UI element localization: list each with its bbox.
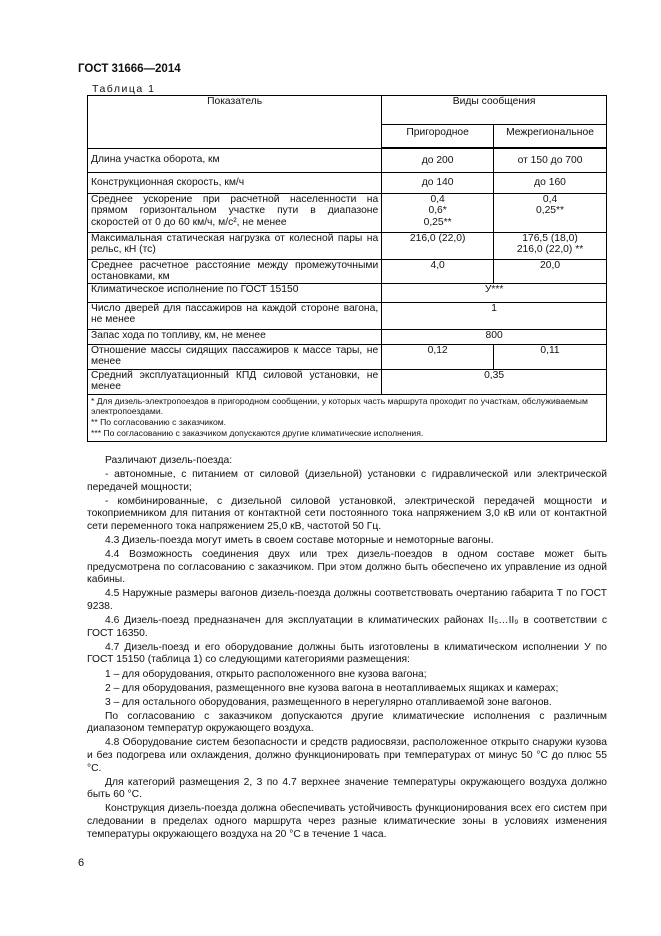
table-notes (88, 394, 607, 441)
row-value-interregional: 0,4 0,25** (494, 193, 607, 232)
paragraph: - автономные, с питанием от силовой (дизельной) установки с гидравлической или электрической передачей мощности; (87, 469, 607, 493)
page-number: 6 (78, 857, 85, 869)
row-value-interregional: от 150 до 700 (494, 148, 607, 172)
document-header: ГОСТ 31666—2014 (78, 63, 181, 75)
table-row (88, 283, 607, 302)
note-1: * Для дизель-электропоездов в пригородном сообщении, у которых часть маршрута проходит по участкам, обслуживаемым электропоездами. (91, 395, 588, 417)
paragraph: 3 – для остального оборудования, размещенного в нерегулярно отапливаемой зоне вагонов. (105, 696, 552, 708)
table-row (88, 329, 607, 344)
row-value-suburban: 0,4 0,6* 0,25** (382, 193, 494, 232)
row-value-suburban: 216,0 (22,0) (382, 232, 494, 259)
header-message-types: Виды сообщения (382, 96, 607, 125)
table-row (88, 344, 607, 369)
note-2: ** По согласованию с заказчиком. (91, 417, 227, 428)
table-row (88, 232, 607, 259)
paragraph: По согласованию с заказчиком допускаются другие климатические исполнения с различным диапазоном температур окружающего воздуха. (87, 710, 607, 735)
row-value-suburban: до 140 (382, 172, 494, 193)
table-row (88, 259, 607, 283)
paragraph: 2 – для оборудования, размещенного вне кузова вагона в неотапливаемых ящиках и камерах; (105, 682, 559, 694)
table-row (88, 148, 607, 172)
paragraph: Конструкция дизель-поезда должна обеспечивать устойчивость функционирования всех его систем при следовании в пределах одного маршрута через разные климатические зоны в условиях изменения температуры окружающего воздуха на 20 °С в течение 1 часа. (87, 803, 607, 840)
paragraph: 4.8 Оборудование систем безопасности и средств радиосвязи, расположенное открыто снаружи кузова и без подогрева или охлаждения, должно функционировать при температурах от минус 50 °С до плюс 55 °С. (87, 737, 607, 774)
row-value-suburban: до 200 (382, 148, 494, 172)
row-value-merged: 0,35 (382, 369, 607, 394)
table-row (88, 369, 607, 394)
header-interregional: Межрегиональное (494, 125, 607, 149)
paragraph: - комбинированные, с дизельной силовой установкой, электрической передачей мощности и токоприемником для питания от контактной сети постоянного тока напряжением 3,0 кВ или от контактной сети переменного тока напряжением 25,0 кВ, частотой 50 Гц. (87, 495, 607, 532)
row-label: Число дверей для пассажиров на каждой стороне вагона, не менее (88, 302, 382, 329)
paragraph: Для категорий размещения 2, 3 по 4.7 верхнее значение температуры окружающего воздуха должно быть 60 °С. (87, 776, 607, 801)
row-value-merged: 1 (382, 302, 607, 329)
data-table (87, 95, 607, 442)
row-value-interregional: 176,5 (18,0) 216,0 (22,0) ** (494, 232, 607, 259)
table-caption: Таблица 1 (92, 83, 156, 95)
table-row (88, 302, 607, 329)
row-value-interregional: до 160 (494, 172, 607, 193)
paragraph: Различают дизель-поезда: (105, 455, 233, 466)
table-row (88, 193, 607, 232)
row-value-merged: 800 (382, 329, 607, 344)
paragraph: 4.6 Дизель-поезд предназначен для эксплуатации в климатических районах II₅…II₉ в соответствии с ГОСТ 16350. (87, 615, 607, 639)
row-label: Отношение массы сидящих пассажиров к массе тары, не менее (88, 344, 382, 369)
table-row (88, 172, 607, 193)
paragraph: 1 – для оборудования, открыто расположенного вне кузова вагона; (105, 668, 427, 680)
row-label: Максимальная статическая нагрузка от колесной пары на рельс, кН (тс) (88, 232, 382, 259)
row-value-suburban: 4,0 (382, 259, 494, 283)
paragraph: 4.5 Наружные размеры вагонов дизель-поезда должны соответствовать очертанию габарита Т по ГОСТ 9238. (87, 588, 607, 613)
header-indicator: Показатель (88, 96, 382, 149)
row-label: Конструкционная скорость, км/ч (88, 172, 382, 193)
row-label: Длина участка оборота, км (88, 148, 382, 172)
row-value-interregional: 20,0 (494, 259, 607, 283)
body-text (87, 455, 607, 843)
row-label: Средний эксплуатационный КПД силовой установки, не менее (88, 369, 382, 394)
row-value-suburban: 0,12 (382, 344, 494, 369)
row-value-interregional: 0,11 (494, 344, 607, 369)
paragraph: 4.4 Возможность соединения двух или трех дизель-поездов в одном составе может быть предусмотрена по согласованию с заказчиком. При этом должно быть обеспечено их управление из одной кабины. (87, 549, 607, 586)
paragraph: 4.3 Дизель-поезда могут иметь в своем составе моторные и немоторные вагоны. (105, 535, 494, 547)
header-suburban: Пригородное (382, 125, 494, 149)
row-value-merged: У*** (382, 283, 607, 302)
row-label: Климатическое исполнение по ГОСТ 15150 (88, 283, 382, 302)
row-label: Среднее расчетное расстояние между промежуточными остановками, км (88, 259, 382, 283)
row-label: Среднее ускорение при расчетной населенности на прямом горизонтальном участке пути в диапазоне скоростей от 0 до 60 км/ч, м/с², не менее (88, 193, 382, 232)
row-label: Запас хода по топливу, км, не менее (88, 329, 382, 344)
note-3: *** По согласованию с заказчиком допускаются другие климатические исполнения. (91, 427, 424, 438)
paragraph: 4.7 Дизель-поезд и его оборудование должны быть изготовлены в климатическом исполнении У по ГОСТ 15150 (таблица 1) со следующими категориями размещения: (87, 641, 607, 666)
